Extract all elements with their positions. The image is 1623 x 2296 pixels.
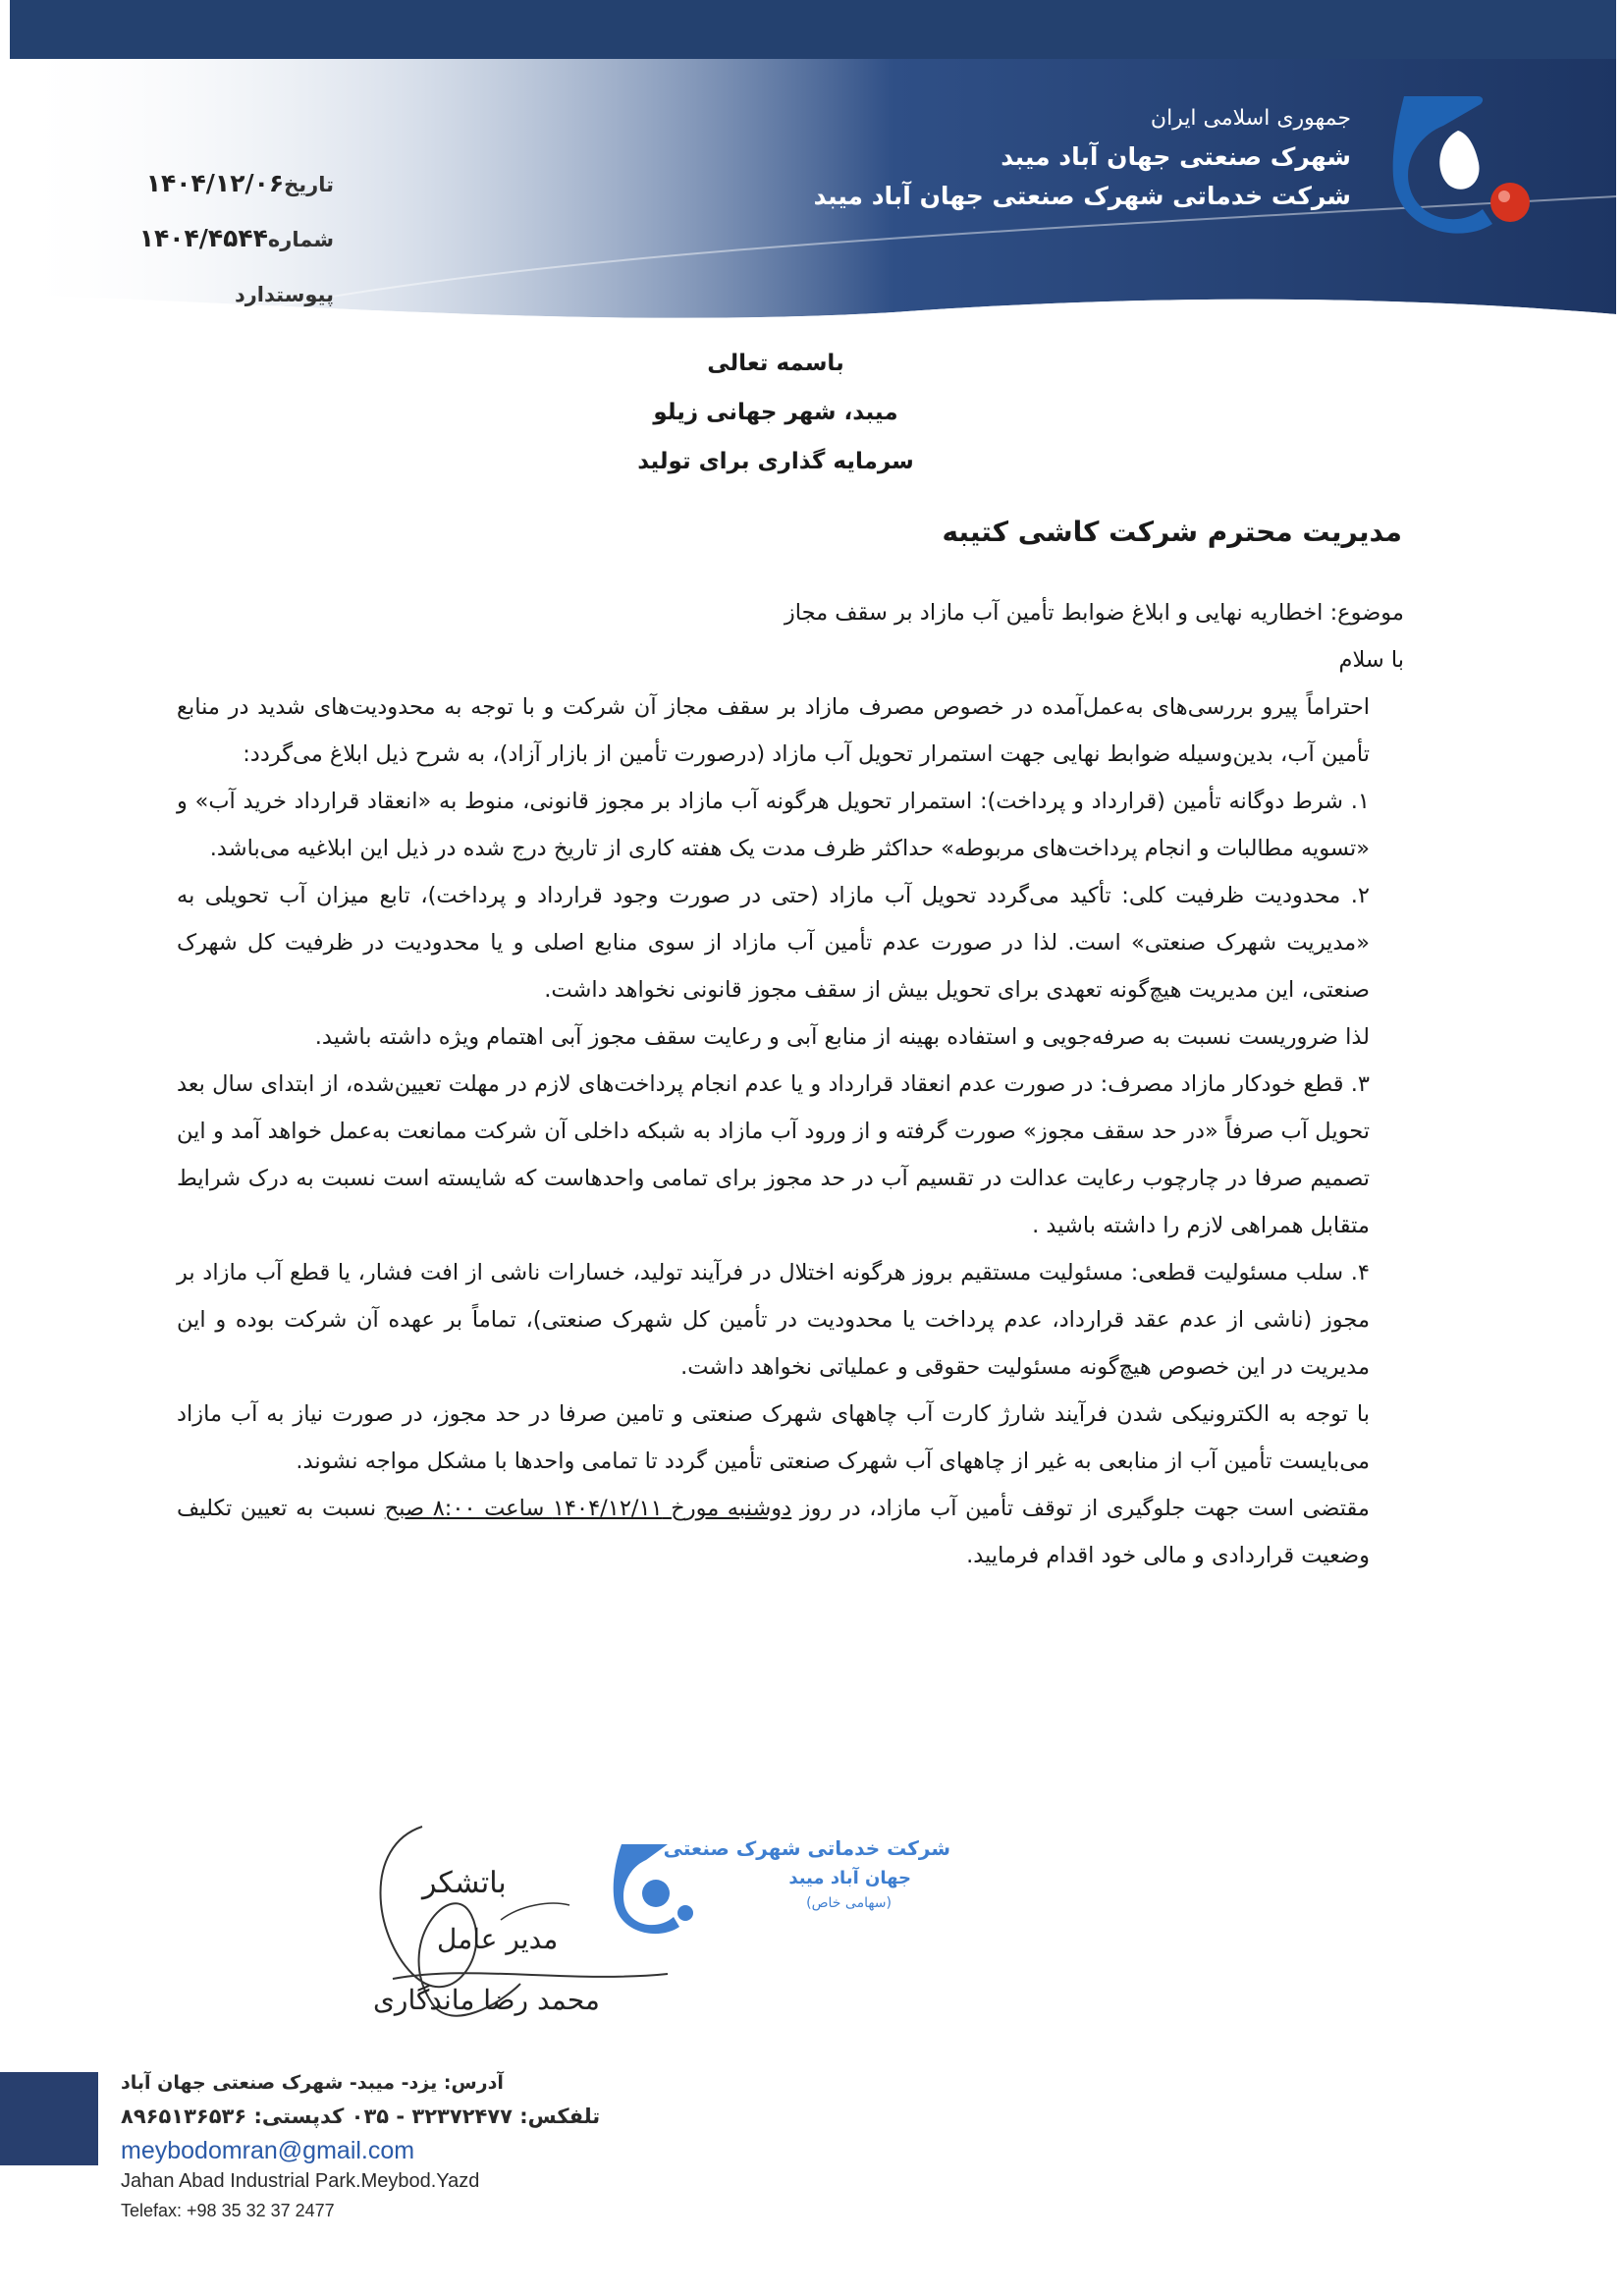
stamp-line-3: (سهامی خاص) bbox=[806, 1895, 892, 1911]
invocation: باسمه تعالی bbox=[707, 351, 844, 376]
footer-english-address: Jahan Abad Industrial Park.Meybod.Yazd bbox=[121, 2170, 480, 2192]
subject-line: موضوع: اخطاریه نهایی و ابلاغ ضوابط تأمین آب مازاد بر سقف مجاز bbox=[784, 600, 1404, 626]
date-label: تاریخ bbox=[284, 173, 334, 196]
intro-paragraph: احتراماً پیرو بررسی‌های به‌عمل‌آمده در خصوص مصرف مازاد بر سقف مجاز آن شرکت و با توجه به محدودیت‌های شدید در منابع تأمین آب، بدین‌وسیله ضوابط نهایی جهت استمرار تحویل آب مازاد (درصورت تأمین از بازار آزاد)، به شرح ذیل ابلاغ می‌گردد: bbox=[177, 694, 1370, 767]
greeting: با سلام bbox=[1338, 647, 1404, 673]
number-line bbox=[128, 224, 334, 252]
stamp-line-2: جهان آباد میبد bbox=[788, 1868, 911, 1888]
date-line bbox=[128, 169, 334, 197]
company-logo bbox=[1384, 86, 1532, 234]
signature-block bbox=[353, 1807, 982, 2072]
closing-paragraph bbox=[177, 1485, 1404, 1579]
attachment-line bbox=[128, 283, 334, 306]
slogan-line-2: سرمایه گذاری برای تولید bbox=[637, 449, 914, 474]
item-1: ۱. شرط دوگانه تأمین (قرارداد و پرداخت): استمرار تحویل هرگونه آب مازاد بر مجوز قانونی، منوط به «انعقاد قرارداد خرید آب» و «تسویه مطالبات و انجام پرداخت‌های مربوطه» حداکثر ظرف مدت یک هفته کاری از تاریخ درج شده در ذیل این ابلاغیه می‌باشد. bbox=[177, 789, 1370, 861]
letter-body bbox=[177, 589, 1404, 1579]
date-value: ۱۴۰۴/۱۲/۰۶ bbox=[145, 169, 285, 197]
closing-text-1: مقتضی است جهت جلوگیری از توقف تأمین آب مازاد، در روز bbox=[791, 1496, 1370, 1521]
attachment-label: پیوست bbox=[276, 283, 334, 306]
item-2-note: لذا ضروریست نسبت به صرفه‌جویی و استفاده بهینه از منابع آبی و رعایت سقف مجوز آبی اهتمام ویژه داشته باشید. bbox=[314, 1024, 1370, 1050]
item-3: ۳. قطع خودکار مازاد مصرف: در صورت عدم انعقاد قرارداد و یا عدم انجام پرداخت‌های لازم در مهلت تعیین‌شده، از ابتدای سال بعد تحویل آب صرفاً «در حد سقف مجوز» صورت گرفته و از ورود آب مازاد به شبکه داخلی آن شرکت ممانعت به‌عمل خواهد آمد و این تصمیم صرفا در چارچوب رعایت عدالت در تقسیم آب در حد مجوز برای تمامی واحدهاست که شایسته است نسبت به درک شرایط متقابل همراهی لازم را داشته باشید . bbox=[177, 1071, 1370, 1238]
letterhead-wave bbox=[10, 0, 1616, 324]
attachment-value: دارد bbox=[234, 283, 277, 306]
footer-telefax: Telefax: +98 35 32 37 2477 bbox=[121, 2201, 335, 2220]
stamp-line-1: شرکت خدماتی شهرک صنعتی bbox=[663, 1836, 950, 1860]
signature-title: مدیر عامل bbox=[437, 1923, 559, 1955]
card-paragraph: با توجه به الکترونیکی شدن فرآیند شارژ کارت آب چاههای شهرک صنعتی و تامین صرفا در حد مجوز، در صورت نیاز به آب مازاد می‌بایست تأمین آب از منابعی به غیر از چاههای آب شهرک صنعتی تأمین گردد تا تمامی واحدها با مشکل مواجه نشوند. bbox=[177, 1401, 1370, 1474]
signature-thanks: باتشکر bbox=[422, 1866, 507, 1900]
closing-text-2: نسبت به تعیین تکلیف وضعیت قراردادی و مالی خود اقدام فرمایید. bbox=[177, 1496, 1370, 1568]
item-2: ۲. محدودیت ظرفیت کلی: تأکید می‌گردد تحویل آب مازاد (حتی در صورت وجود قرارداد و پرداخت)، تابع میزان آب تحویلی به «مدیریت شهرک صنعتی» است. لذا در صورت عدم تأمین آب مازاد از سوی منابع اصلی و یا محدودیت در ظرفیت کل شهرک صنعتی، این مدیریت هیچ‌گونه تعهدی برای تحویل بیش از سقف مجوز قانونی نخواهد داشت. bbox=[177, 883, 1370, 1003]
number-label: شماره bbox=[267, 228, 334, 251]
recipient: مدیریت محترم شرکت کاشی کتیبه bbox=[942, 516, 1402, 548]
item-4: ۴. سلب مسئولیت قطعی: مسئولیت مستقیم بروز هرگونه اختلال در فرآیند تولید، خسارات ناشی از افت فشار، یا قطع آب مازاد بر مجوز (ناشی از عدم عقد قرارداد، عدم پرداخت یا محدودیت در تأمین کل شهرک صنعتی)، تماماً بر عهده آن شرکت بوده و این مدیریت در این خصوص هیچ‌گونه مسئولیت حقوقی و عملیاتی نخواهد داشت. bbox=[177, 1260, 1370, 1380]
number-value: ۱۴۰۴/۴۵۴۴ bbox=[138, 224, 268, 252]
footer bbox=[0, 2072, 1623, 2296]
header-industrial-park: شهرک صنعتی جهان آباد میبد bbox=[1001, 142, 1351, 171]
footer-address: آدرس: یزد- میبد- شهرک صنعتی جهان آباد bbox=[121, 2072, 504, 2094]
footer-color-bar bbox=[0, 2072, 98, 2165]
footer-email[interactable]: meybodomran@gmail.com bbox=[121, 2137, 415, 2164]
signature-name: محمد رضا ماندگاری bbox=[373, 1984, 600, 2016]
header-company-name: شرکت خدماتی شهرک صنعتی جهان آباد میبد bbox=[813, 182, 1351, 210]
letterhead-band bbox=[10, 0, 1616, 324]
footer-phone: تلفکس: ۳۲۳۷۲۴۷۷ - ۰۳۵ کدپستی: ۸۹۶۵۱۳۶۵۳۶ bbox=[121, 2105, 601, 2128]
company-stamp bbox=[607, 1836, 960, 1944]
slogan-line-1: میبد، شهر جهانی زیلو bbox=[653, 400, 898, 425]
deadline-text: دوشنبه مورخ ۱۴۰۴/۱۲/۱۱ ساعت ۸:۰۰ صبح bbox=[384, 1496, 792, 1521]
header-country: جمهوری اسلامی ایران bbox=[1150, 106, 1351, 131]
opening-block bbox=[550, 339, 1001, 486]
